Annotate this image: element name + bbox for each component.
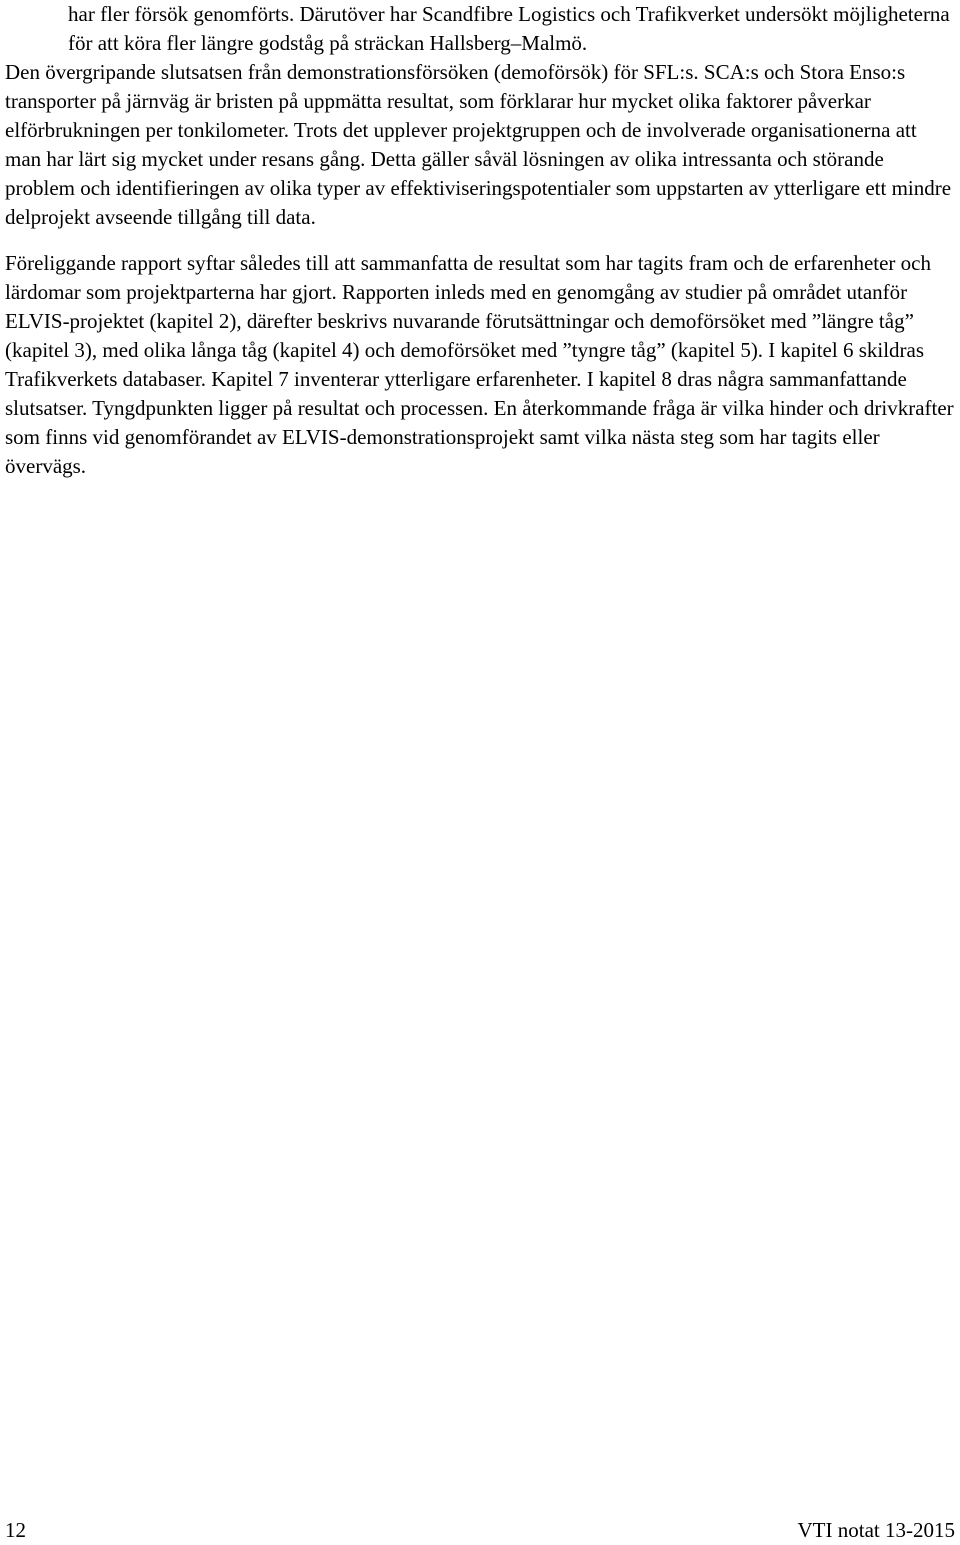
paragraph-report-purpose: Föreliggande rapport syftar således till att sammanfatta de resultat som har tagits fram och de erfarenheter och lärdomar som projektparterna har gjort. Rapporten inleds med en genomgång av studier på området utanför ELVIS-projektet (kapitel 2), därefter beskrivs nuvarande förutsättningar och demoförsöket med ”längre tåg” (kapitel 3), med olika långa tåg (kapitel 4) och demoförsöket med ”tyngre tåg” (kapitel 5). I kapitel 6 skildras Trafikverkets databaser. Kapitel 7 inventerar ytterligare erfarenheter. I kapitel 8 dras några sammanfattande slutsatser. Tyngdpunkten ligger på resultat och processen. En återkommande fråga är vilka hinder och drivkrafter som finns vid genomförandet av ELVIS-demonstrationsprojekt samt vilka nästa steg som har tagits eller övervägs. xyxy=(5,251,954,478)
page-body xyxy=(5,0,955,481)
continuation-paragraph: har fler försök genomförts. Därutöver har Scandfibre Logistics och Trafikverket undersökt möjligheterna för att köra fler längre godståg på sträckan Hallsberg–Malmö. xyxy=(68,2,950,55)
report-id: VTI notat 13-2015 xyxy=(797,1518,955,1542)
page-number: 12 xyxy=(5,1518,26,1542)
paragraph-conclusion: Den övergripande slutsatsen från demonstrationsförsöken (demoförsök) för SFL:s. SCA:s och Stora Enso:s transporter på järnväg är bristen på uppmätta resultat, som förklarar hur mycket olika faktorer påverkar elförbrukningen per tonkilometer. Trots det upplever projektgruppen och de involverade organisationerna att man har lärt sig mycket under resans gång. Detta gäller såväl lösningen av olika intressanta och störande problem och identifieringen av olika typer av effektiviseringspotentialer som uppstarten av ytterligare ett mindre delprojekt avseende tillgång till data. xyxy=(5,60,952,229)
page-footer xyxy=(5,1516,955,1545)
